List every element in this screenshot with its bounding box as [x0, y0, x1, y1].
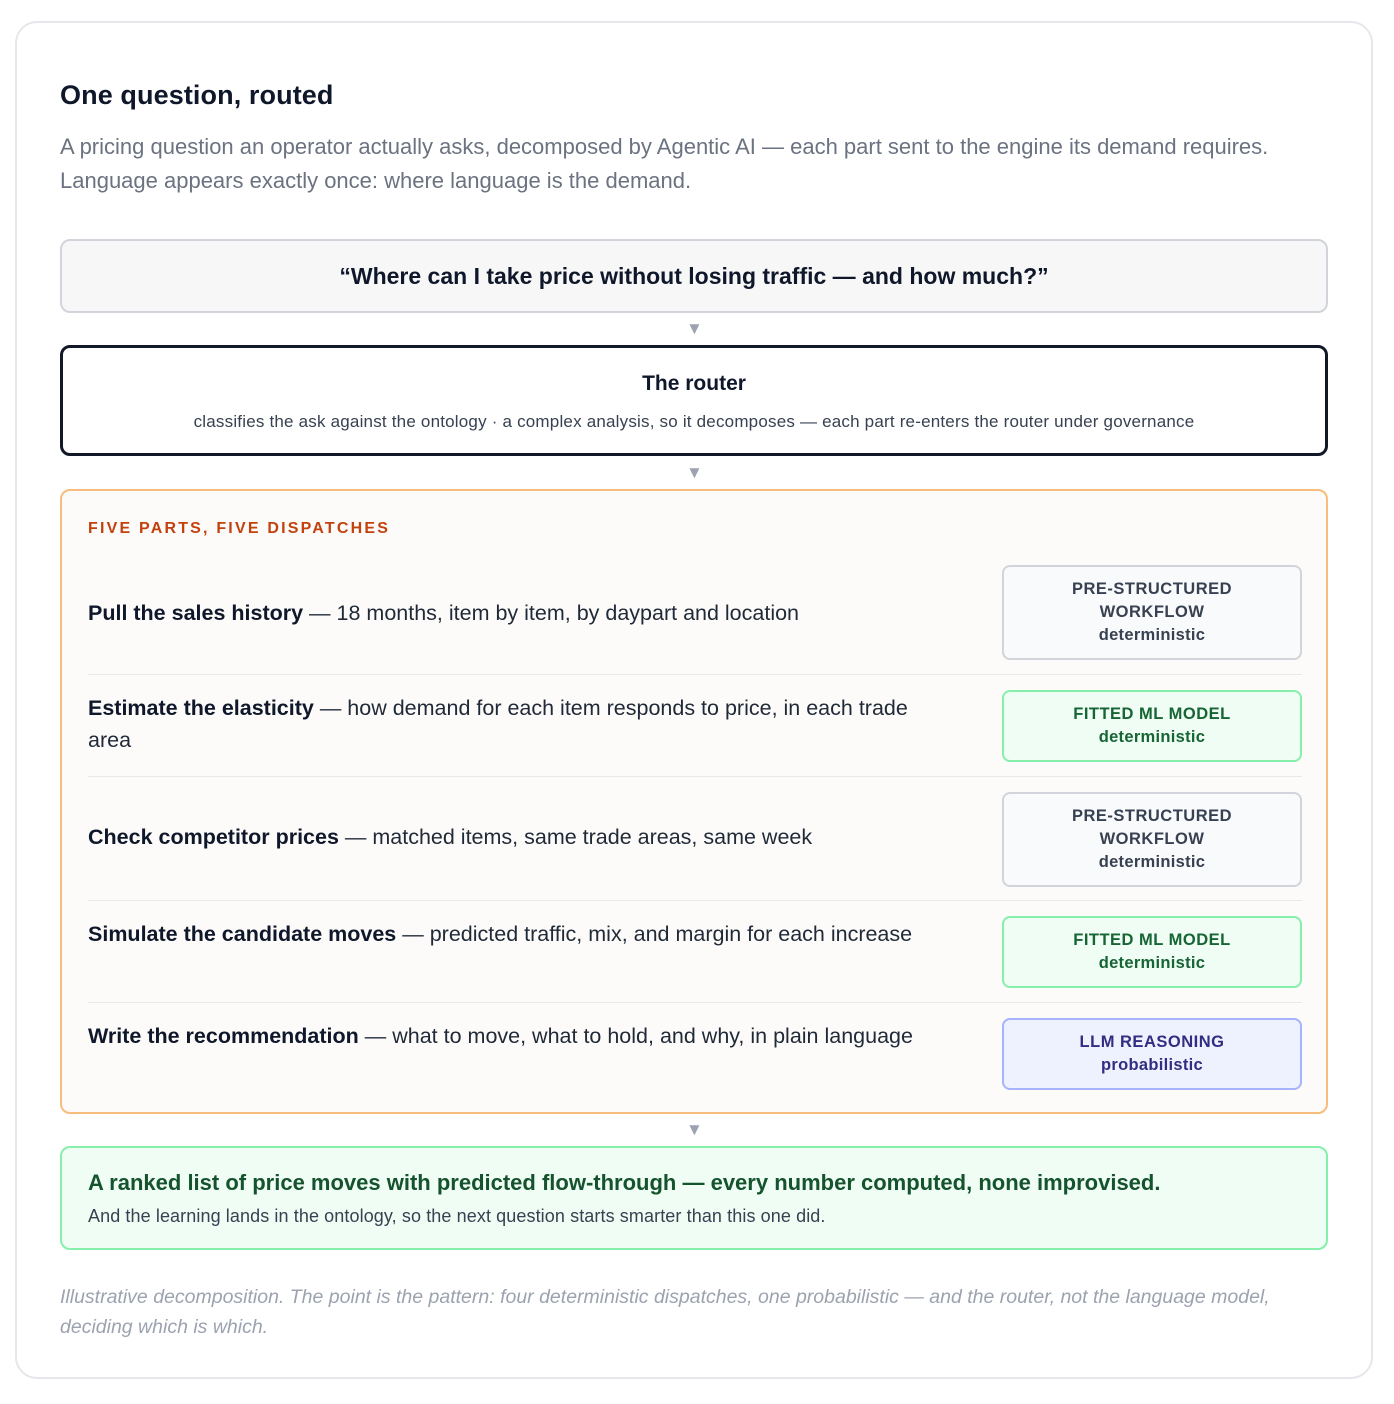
down-arrow-icon: ▼ [686, 1120, 703, 1139]
router-description: classifies the ask against the ontology · a complex analysis, so it decomposes — each part re-enters the router under governance [193, 412, 1195, 431]
dispatch-task: Simulate the candidate moves [88, 922, 397, 946]
dispatch-task: Estimate the elasticity [88, 696, 314, 720]
parts-heading: FIVE PARTS, FIVE DISPATCHES [88, 520, 391, 537]
dispatch-task: Check competitor prices [88, 825, 339, 849]
engine-mode: deterministic [1098, 954, 1206, 972]
dispatch-parts-panel [60, 489, 1328, 1114]
page-subtitle: A pricing question an operator actually asks, decomposed by Agentic AI — each part sent to the engine its demand requires. Language appears exactly once: where language is the demand. [60, 134, 1269, 193]
dispatch-detail: — matched items, same trade areas, same week [338, 825, 813, 849]
row-divider [88, 776, 1302, 777]
engine-name: PRE-STRUCTURED WORKFLOW [1071, 580, 1233, 621]
dispatch-row-text [88, 692, 948, 756]
dispatch-detail: — what to move, what to hold, and why, in plain language [358, 1024, 913, 1048]
dispatch-row [88, 1018, 1302, 1090]
engine-mode: deterministic [1098, 728, 1206, 746]
engine-mode: probabilistic [1101, 1056, 1203, 1074]
down-arrow-icon: ▼ [686, 319, 703, 338]
row-divider [88, 674, 1302, 675]
router-box [60, 345, 1328, 456]
dispatch-detail: — predicted traffic, mix, and margin for each increase [396, 922, 913, 946]
dispatch-row-text [88, 597, 948, 629]
engine-mode: deterministic [1098, 626, 1206, 644]
router-title: The router [642, 372, 746, 395]
engine-badge [1002, 916, 1302, 988]
dispatch-row [88, 565, 1302, 661]
row-divider [88, 900, 1302, 901]
dispatch-row [88, 916, 1302, 988]
engine-badge [1002, 792, 1302, 887]
page-title: One question, routed [60, 80, 334, 110]
result-description: And the learning lands in the ontology, so the next question starts smarter than this one did. [88, 1206, 826, 1226]
engine-mode: deterministic [1098, 853, 1206, 871]
operator-question-text: “Where can I take price without losing traffic — and how much?” [339, 262, 1049, 289]
dispatch-row [88, 690, 1302, 762]
dispatch-row-text [88, 918, 948, 950]
row-divider [88, 1002, 1302, 1003]
engine-name: LLM REASONING [1079, 1033, 1225, 1051]
operator-question-box [60, 239, 1328, 313]
down-arrow-icon: ▼ [686, 463, 703, 482]
result-box [60, 1146, 1328, 1250]
dispatch-detail: — how demand for each item responds to price, in each trade area [88, 696, 908, 752]
dispatch-task: Write the recommendation [88, 1024, 359, 1048]
engine-badge [1002, 565, 1302, 660]
dispatch-detail: — 18 months, item by item, by daypart and location [303, 601, 800, 625]
footnote: Illustrative decomposition. The point is the pattern: four deterministic dispatches, one probabilistic — and the router, not the language model, deciding which is which. [60, 1286, 1270, 1338]
result-title: A ranked list of price moves with predicted flow-through — every number computed, none improvised. [88, 1170, 1161, 1195]
engine-name: FITTED ML MODEL [1073, 931, 1231, 949]
engine-badge [1002, 1018, 1302, 1090]
dispatch-row-text [88, 821, 948, 853]
dispatch-row [88, 792, 1302, 887]
engine-badge [1002, 690, 1302, 762]
engine-name: FITTED ML MODEL [1073, 705, 1231, 723]
dispatch-row-text [88, 1020, 948, 1052]
engine-name: PRE-STRUCTURED WORKFLOW [1071, 807, 1233, 848]
dispatch-task: Pull the sales history [88, 601, 304, 625]
